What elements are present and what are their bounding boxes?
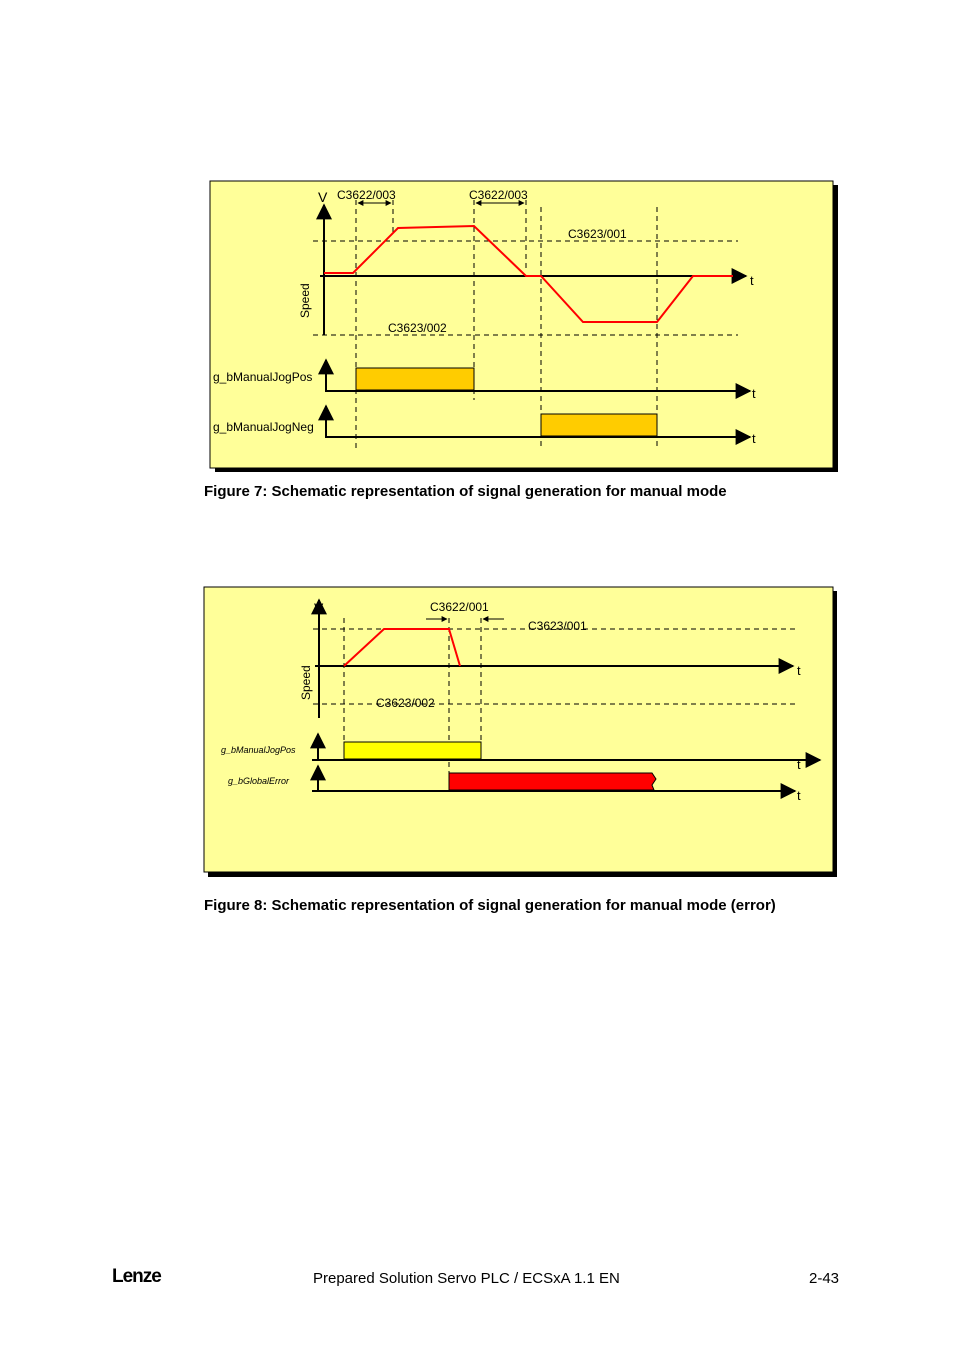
footer-document-title: Prepared Solution Servo PLC / ECSxA 1.1 EN [313, 1270, 620, 1287]
figure8-caption: Figure 8: Schematic representation of signal generation for manual mode (error) [204, 897, 776, 914]
figure7-accel-label: C3622/003 [337, 188, 396, 202]
figure8-signal-pos-time-label: t [797, 757, 801, 772]
figure7-signal-pos-time-label: t [752, 386, 756, 401]
figure8-speed-label: Speed [299, 665, 313, 700]
figure7-jog-neg-pulse [541, 414, 657, 436]
figure7-signal-neg-label: g_bManualJogNeg [213, 420, 314, 434]
lenze-logo: Lenze [112, 1266, 161, 1287]
figure7-signal-neg-time-label: t [752, 431, 756, 446]
figure8-neg-limit-label: C3623/002 [376, 696, 435, 710]
figure7-pos-limit-label: C3623/001 [568, 227, 627, 241]
figure8-signal-error-label: g_bGlobalError [228, 776, 290, 786]
figure8-pos-limit-label: C3623/001 [528, 619, 587, 633]
figure7-jog-pos-pulse [356, 368, 474, 390]
figure7-speed-label: Speed [298, 283, 312, 318]
figure8-y-axis-label: V [314, 600, 324, 616]
figure8-decel-label: C3622/001 [430, 600, 489, 614]
figure7-caption: Figure 7: Schematic representation of signal generation for manual mode [204, 483, 727, 500]
figure8-jog-pos-pulse [344, 742, 481, 759]
figure8-panel [204, 587, 833, 872]
figure7-neg-limit-label: C3623/002 [388, 321, 447, 335]
figure8-signal-error-time-label: t [797, 788, 801, 803]
figure8-error-pulse [449, 773, 656, 790]
footer-page-number: 2-43 [809, 1270, 840, 1287]
figure7-diagram [210, 181, 838, 472]
figure7-accel-label: C3622/003 [469, 188, 528, 202]
figure8-signal-pos-label: g_bManualJogPos [221, 745, 296, 755]
figure8-time-label: t [797, 663, 801, 678]
figure8-diagram [204, 587, 837, 877]
figure7-time-label: t [750, 273, 754, 288]
figure7-y-axis-label: V [318, 189, 328, 205]
figure7-signal-pos-label: g_bManualJogPos [213, 370, 313, 384]
